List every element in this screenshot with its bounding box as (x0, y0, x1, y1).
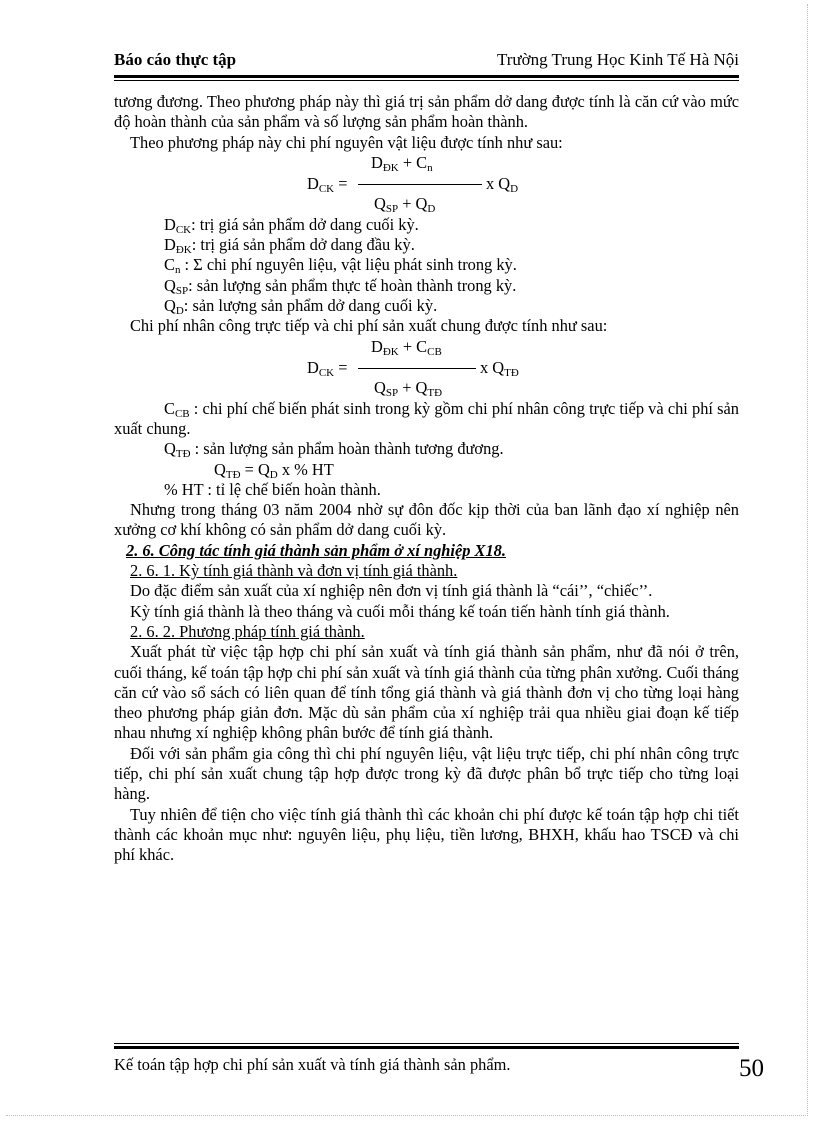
paragraph: Tuy nhiên để tiện cho việc tính giá thành thì các khoản chi phí được kế toán tập hợp chi tiết thành các khoản mục như: nguyên liệu, phụ liệu, tiền lương, BHXH, khấu hao TSCĐ và chi phí khác. (114, 804, 739, 865)
section-heading: 2. 6. Công tác tính giá thành sản phẩm ở xí nghiệp X18. (126, 540, 506, 560)
header-rule-thin (114, 80, 739, 81)
paragraph: Đối với sản phẩm gia công thì chi phí nguyên liệu, vật liệu trực tiếp, chi phí nhân công trực tiếp, chi phí sản xuất chung tập hợp được trong kỳ đã được phân bổ trực tiếp cho từng loại hàng. (114, 743, 739, 804)
page-header (114, 48, 739, 72)
subsection-heading: 2. 6. 1. Kỳ tính giá thành và đơn vị tính giá thành. (130, 561, 458, 581)
formula-completion: $Q_{TĐ} = Q_D$ x % HT (214, 459, 334, 481)
formula-rhs: x $Q_{TĐ}$ (480, 357, 519, 379)
document-body (114, 92, 739, 866)
paragraph: Xuất phát từ việc tập hợp chi phí sản xuất và tính giá thành sản phẩm, như đã nói ở trên, cuối tháng, kế toán tập hợp chi phí sản xuất và tính giá thành của từng phân xưởng. Cuối tháng căn cứ vào sổ sách có liên quan để tính tổng giá thành và giá thành đơn vị cho từng loại hàng theo phương pháp giản đơn. Mặc dù sản phẩm của xí nghiệp trải qua nhiều giai đoạn kế tiếp nhau nhưng xí nghiệp không phân bước để tính giá thành. (114, 642, 739, 743)
header-rule-thick (114, 75, 739, 78)
formula-denominator: $Q_{SP} + Q_{TĐ}$ (374, 377, 443, 399)
formula-labor-overhead-cost (114, 337, 739, 399)
footer-title: Kế toán tập hợp chi phí sản xuất và tính giá thành sản phẩm. (114, 1055, 511, 1074)
paragraph: Nhưng trong tháng 03 năm 2004 nhờ sự đôn đốc kịp thời của ban lãnh đạo xí nghiệp nên xưởng cơ khí không có sản phẩm dở dang cuối kỳ. (114, 500, 739, 540)
formula-numerator: $D_{ĐK} + C_{CB}$ (371, 336, 442, 358)
header-school-name: Trường Trung Học Kinh Tế Hà Nội (496, 50, 739, 69)
page-footer (114, 1055, 774, 1082)
paragraph: Theo phương pháp này chi phí nguyên vật liệu được tính như sau: (130, 132, 563, 152)
footer-rule-thick (114, 1046, 739, 1049)
formula-material-cost (114, 153, 739, 215)
definition-line: $D_{ĐK}$: trị giá sản phẩm dở dang đầu kỳ. (164, 235, 415, 257)
paragraph: tương đương. Theo phương pháp này thì giá trị sản phẩm dở dang được tính là căn cứ vào mức độ hoàn thành của sản phẩm và số lượng sản phẩm hoàn thành. (114, 92, 739, 132)
definition-line: $Q_D$: sản lượng sản phẩm dở dang cuối kỳ. (164, 296, 438, 318)
definition-line: $C_n$ : Σ chi phí nguyên liệu, vật liệu phát sinh trong kỳ. (164, 255, 517, 277)
fraction-bar (358, 184, 482, 185)
page-number: 50 (739, 1055, 764, 1082)
formula-numerator: $D_{ĐK} + C_n$ (371, 152, 433, 174)
formula-denominator: $Q_{SP} + Q_D$ (374, 193, 436, 215)
fraction-bar (358, 368, 476, 369)
definition-line: $Q_{SP}$: sản lượng sản phẩm thực tế hoàn thành trong kỳ. (164, 275, 517, 297)
header-report-title: Báo cáo thực tập (114, 50, 237, 69)
definition-line: $C_{CB}$ : chi phí chế biến phát sinh trong kỳ gồm chi phí nhân công trực tiếp và chi phí sản xuất chung. (114, 398, 739, 438)
formula-rhs: x $Q_D$ (486, 173, 519, 195)
definition-line: % HT : tỉ lệ chế biến hoàn thành. (164, 479, 381, 499)
definition-line: $Q_{TĐ}$ : sản lượng sản phẩm hoàn thành tương đương. (164, 439, 504, 461)
footer-rule-thin (114, 1043, 739, 1044)
formula-lhs: $D_{CK}$ = (307, 173, 348, 195)
paragraph: Do đặc điểm sản xuất của xí nghiệp nên đơn vị tính giá thành là “cái’’, “chiếc’’. (130, 581, 653, 601)
paragraph: Chi phí nhân công trực tiếp và chi phí sản xuất chung được tính như sau: (130, 316, 608, 336)
paragraph: Kỳ tính giá thành là theo tháng và cuối mỗi tháng kế toán tiến hành tính giá thành. (130, 601, 670, 621)
subsection-heading: 2. 6. 2. Phương pháp tính giá thành. (130, 621, 365, 641)
definition-line: $D_{CK}$: trị giá sản phẩm dở dang cuối kỳ. (164, 214, 419, 236)
formula-lhs: $D_{CK}$ = (307, 357, 348, 379)
